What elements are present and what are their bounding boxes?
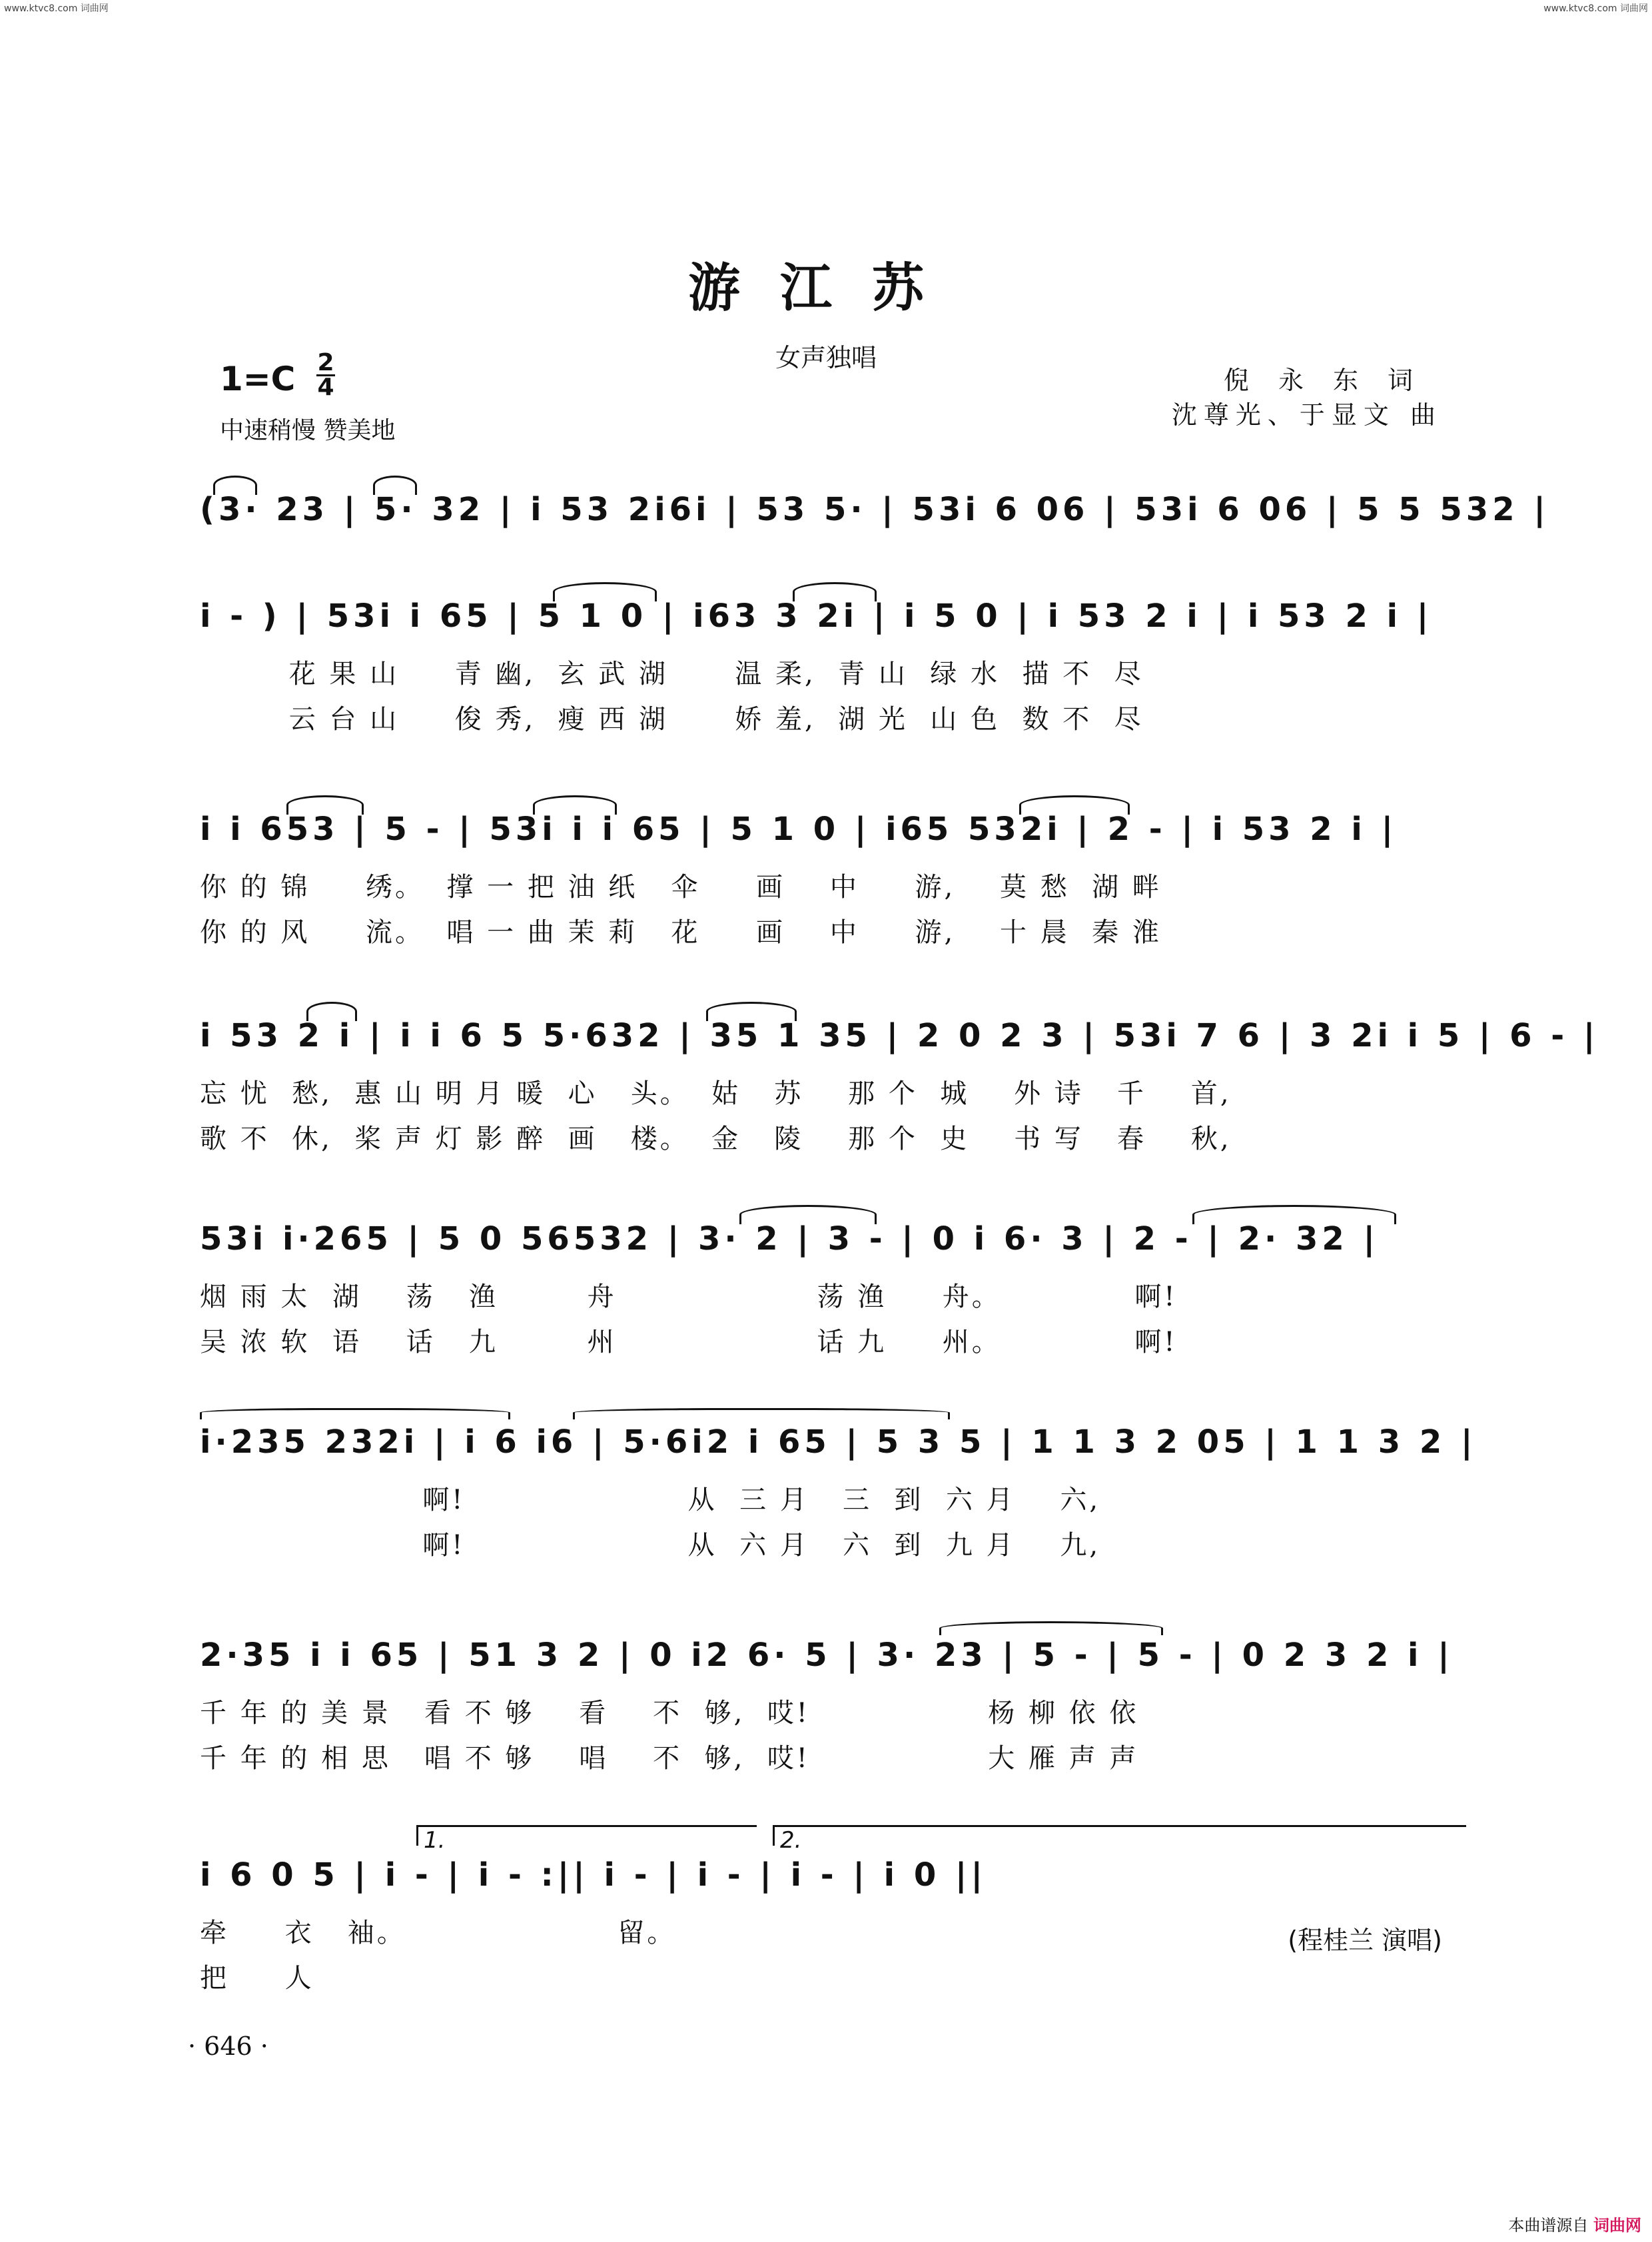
phrase-slur <box>573 1408 950 1419</box>
lyrics-verse-2: 把 人 <box>200 1963 314 1994</box>
footer-brand[interactable]: 词曲网 <box>1593 2216 1641 2235</box>
trill-mark <box>373 476 417 495</box>
slur <box>533 795 617 815</box>
slur <box>553 582 657 601</box>
lyrics-verse-1: 啊! 从 三 月 三 到 六 月 六, <box>200 1485 1101 1515</box>
slur <box>306 1002 357 1021</box>
notation-line: 2·35 i i 65 | 51 3 2 | 0 i2 6· 5 | 3· 23 | 5 - | 5 - | 0 2 3 2 i | <box>200 1637 1453 1674</box>
lyrics-verse-2: 歌 不 休, 桨 声 灯 影 醉 画 楼。 金 陵 那 个 史 书 写 春 秋, <box>200 1124 1232 1154</box>
time-signature <box>316 349 335 401</box>
lyrics-verse-2: 云 台 山 俊 秀, 瘦 西 湖 娇 羞, 湖 光 山 色 数 不 尽 <box>200 704 1144 735</box>
composer-credit: 沈尊光、于显文 曲 <box>1171 400 1442 430</box>
slur <box>286 795 364 815</box>
lyrics-verse-1: 你 的 锦 绣。 撑 一 把 油 纸 伞 画 中 游, 莫 愁 湖 畔 <box>200 872 1162 903</box>
slur <box>793 582 877 601</box>
volta-first-ending: 1. <box>416 1825 757 1846</box>
lyrics-verse-2: 啊! 从 六 月 六 到 九 月 九, <box>200 1530 1101 1561</box>
footer-source <box>1508 2212 1641 2235</box>
slur <box>1019 795 1130 815</box>
watermark-right: www.ktvc8.com 词曲网 <box>1543 3 1648 14</box>
volta-second-ending: 2. <box>773 1825 1466 1846</box>
time-signature-bottom: 4 <box>317 374 334 401</box>
song-subtitle: 女声独唱 <box>775 343 877 372</box>
lyrics-verse-2: 吴 浓 软 语 话 九 州 话 九 州。 啊! <box>200 1327 1178 1357</box>
lyrics-verse-1: 牵 衣 袖。 留。 <box>200 1918 677 1948</box>
notation-line: i 6 0 5 | i - | i - :|| i - | i - | i - | i 0 || <box>200 1856 987 1894</box>
trill-mark <box>213 476 257 495</box>
lyrics-verse-1: 烟 雨 太 湖 荡 渔 舟 荡 渔 舟。 啊! <box>200 1282 1178 1312</box>
slur <box>1192 1205 1396 1224</box>
key-signature: 1=C <box>220 360 296 398</box>
slur <box>706 1002 797 1021</box>
tie <box>939 1621 1163 1635</box>
lyrics-verse-1: 花 果 山 青 幽, 玄 武 湖 温 柔, 青 山 绿 水 描 不 尽 <box>200 659 1144 689</box>
slur <box>739 1205 877 1224</box>
lyrics-verse-2: 你 的 风 流。 唱 一 曲 茉 莉 花 画 中 游, 十 晨 秦 淮 <box>200 917 1162 948</box>
phrase-slur <box>200 1408 510 1419</box>
song-title: 游江苏 <box>687 258 964 318</box>
notation-line: (3· 23 | 5· 32 | i 53 2i6i | 53 5· | 53i 6 06 | 53i 6 06 | 5 5 532 | <box>200 491 1549 528</box>
performer-credit: (程桂兰 演唱) <box>1288 1926 1442 1955</box>
lyrics-verse-1: 忘 忧 愁, 惠 山 明 月 暖 心 头。 姑 苏 那 个 城 外 诗 千 首, <box>200 1078 1232 1109</box>
footer-source-text: 本曲谱源自 <box>1508 2216 1589 2235</box>
lyrics-verse-2: 千 年 的 相 思 唱 不 够 唱 不 够, 哎! 大 雁 声 声 <box>200 1743 1139 1774</box>
tempo-marking: 中速稍慢 赞美地 <box>220 417 396 444</box>
lyricist-credit: 倪永东词 <box>1223 366 1442 395</box>
notation-line: i·235 232i | i 6 i6 | 5·6i2 i 65 | 5 3 5 | 1 1 3 2 05 | 1 1 3 2 | <box>200 1423 1477 1461</box>
page-number: · 646 · <box>188 2032 268 2061</box>
watermark-left: www.ktvc8.com 词曲网 <box>4 3 109 14</box>
lyrics-verse-1: 千 年 的 美 景 看 不 够 看 不 够, 哎! 杨 柳 依 依 <box>200 1698 1139 1728</box>
notation-line: i - ) | 53i i 65 | 5 1 0 | i63 3 2i | i 5 0 | i 53 2 i | i 53 2 i | <box>200 597 1433 635</box>
notation-line: 53i i·265 | 5 0 56532 | 3· 2 | 3 - | 0 i 6· 3 | 2 - | 2· 32 | <box>200 1220 1379 1258</box>
time-signature-top: 2 <box>317 349 334 376</box>
notation-line: i i 653 | 5 - | 53i i i 65 | 5 1 0 | i65 532i | 2 - | i 53 2 i | <box>200 811 1398 848</box>
notation-line: i 53 2 i | i i 6 5 5·632 | 35 1 35 | 2 0 2 3 | 53i 7 6 | 3 2i i 5 | 6 - | <box>200 1017 1599 1054</box>
